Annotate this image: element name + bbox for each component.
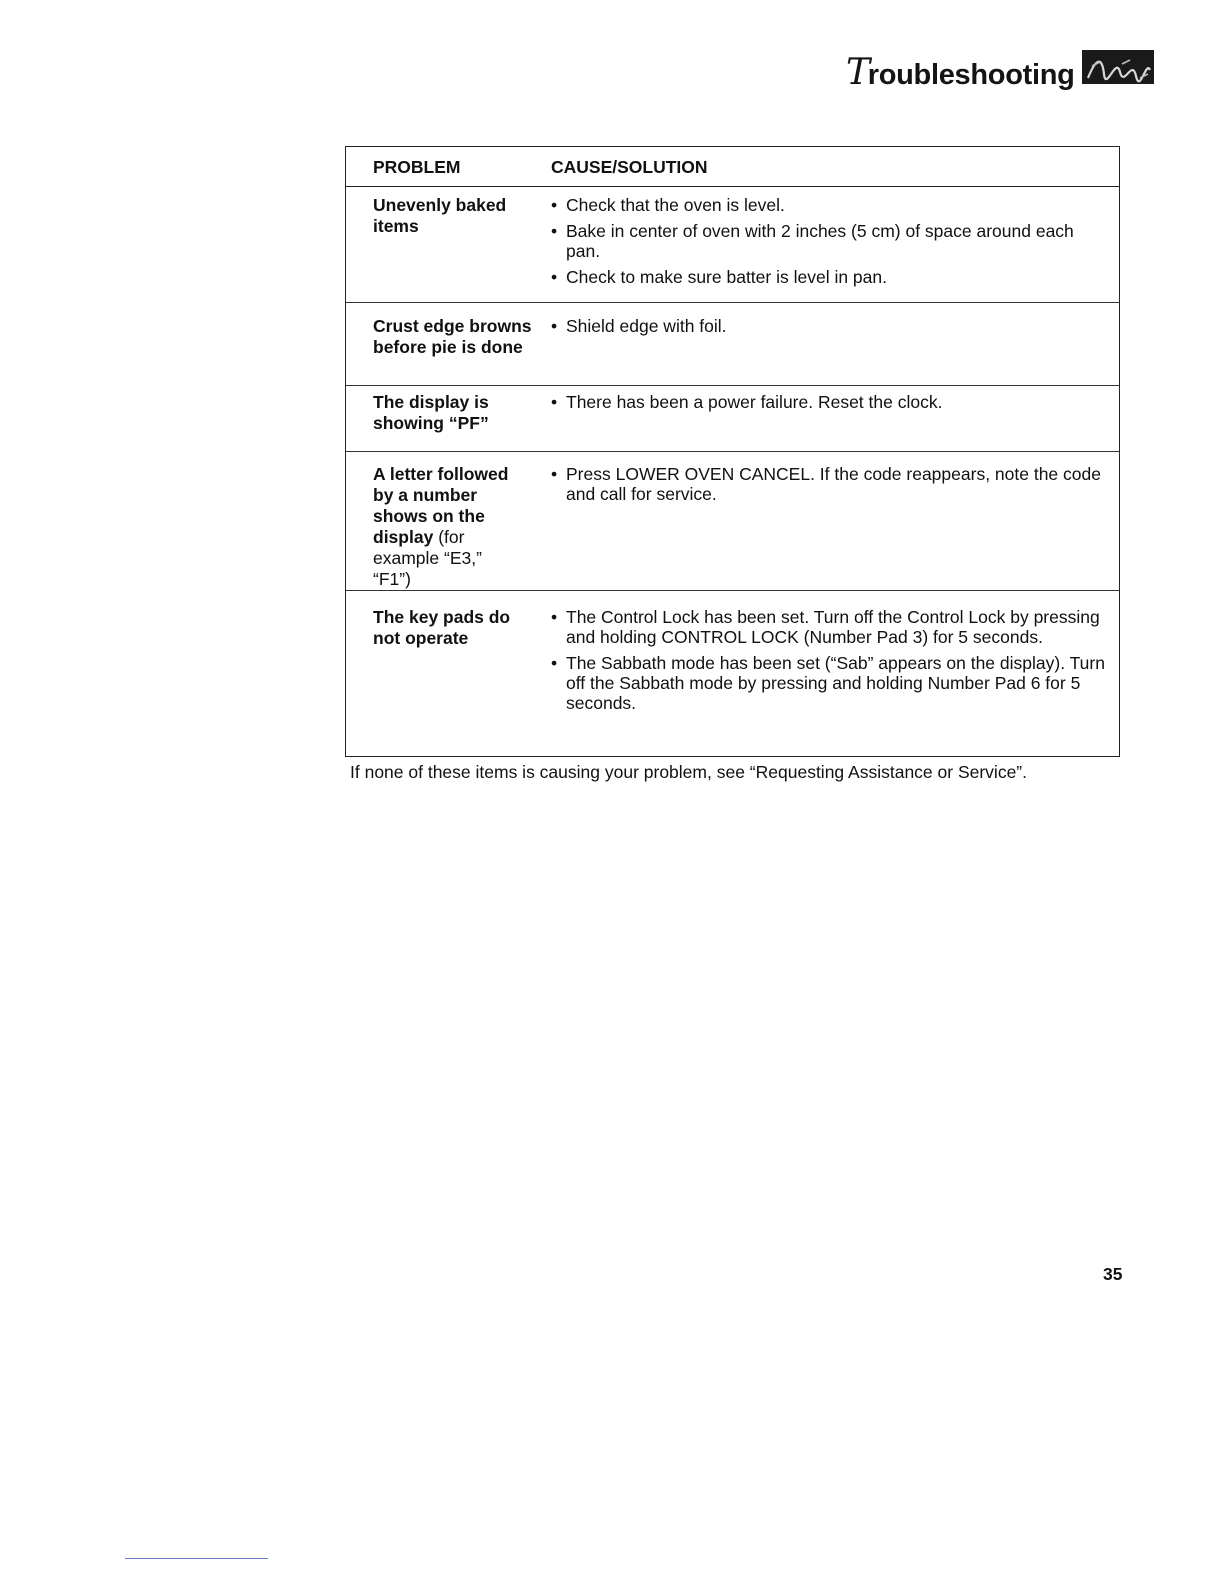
cause-cell bbox=[551, 316, 1119, 385]
table-row bbox=[346, 302, 1119, 385]
table-header-row bbox=[346, 147, 1119, 187]
decorative-script-logo-icon bbox=[1082, 50, 1154, 84]
cause-item: • Check to make sure batter is level in pan. bbox=[551, 267, 1105, 287]
problem-cell: The display is showing “PF” bbox=[373, 392, 489, 433]
page-title-rest: roubleshooting bbox=[867, 59, 1075, 91]
table-row bbox=[346, 590, 1119, 756]
problem-cell bbox=[346, 464, 551, 590]
cause-item: • The Control Lock has been set. Turn off the Control Lock by pressing and holding CONTROL LOCK (Number Pad 3) for 5 seconds. bbox=[551, 607, 1105, 647]
page-number: 35 bbox=[1103, 1264, 1123, 1284]
cause-item: • Bake in center of oven with 2 inches (5 cm) of space around each pan. bbox=[551, 221, 1105, 261]
cause-cell bbox=[551, 195, 1119, 302]
problem-cell: Unevenly baked items bbox=[373, 195, 507, 236]
column-header-cause-solution: CAUSE/SOLUTION bbox=[551, 157, 708, 177]
footer-note: If none of these items is causing your problem, see “Requesting Assistance or Service”. bbox=[350, 762, 1027, 782]
bottom-rule-divider bbox=[125, 1558, 268, 1559]
problem-cell: The key pads do not operate bbox=[373, 607, 511, 648]
problem-example: (for example “E3,” “F1”) bbox=[373, 527, 482, 589]
column-header-problem: PROBLEM bbox=[373, 157, 461, 177]
problem-text: A letter followed by a number shows on the display bbox=[373, 464, 509, 547]
page-title bbox=[846, 52, 1075, 93]
table-row bbox=[346, 187, 1119, 302]
cause-cell bbox=[551, 607, 1119, 756]
cause-item: • The Sabbath mode has been set (“Sab” appears on the display). Turn off the Sabbath mode by pressing and holding Number Pad 6 for 5 seconds. bbox=[551, 653, 1105, 713]
troubleshooting-table bbox=[345, 146, 1120, 757]
cause-item: • Check that the oven is level. bbox=[551, 195, 1105, 215]
table-row bbox=[346, 385, 1119, 451]
cause-item: • Shield edge with foil. bbox=[551, 316, 1105, 336]
table-row bbox=[346, 451, 1119, 590]
cause-cell bbox=[551, 464, 1119, 590]
problem-cell: Crust edge browns before pie is done bbox=[373, 316, 532, 357]
cause-item: • Press LOWER OVEN CANCEL. If the code reappears, note the code and call for service. bbox=[551, 464, 1105, 504]
cause-item: • There has been a power failure. Reset the clock. bbox=[551, 392, 1105, 412]
page-title-initial: T bbox=[846, 52, 870, 93]
cause-cell bbox=[551, 392, 1119, 451]
